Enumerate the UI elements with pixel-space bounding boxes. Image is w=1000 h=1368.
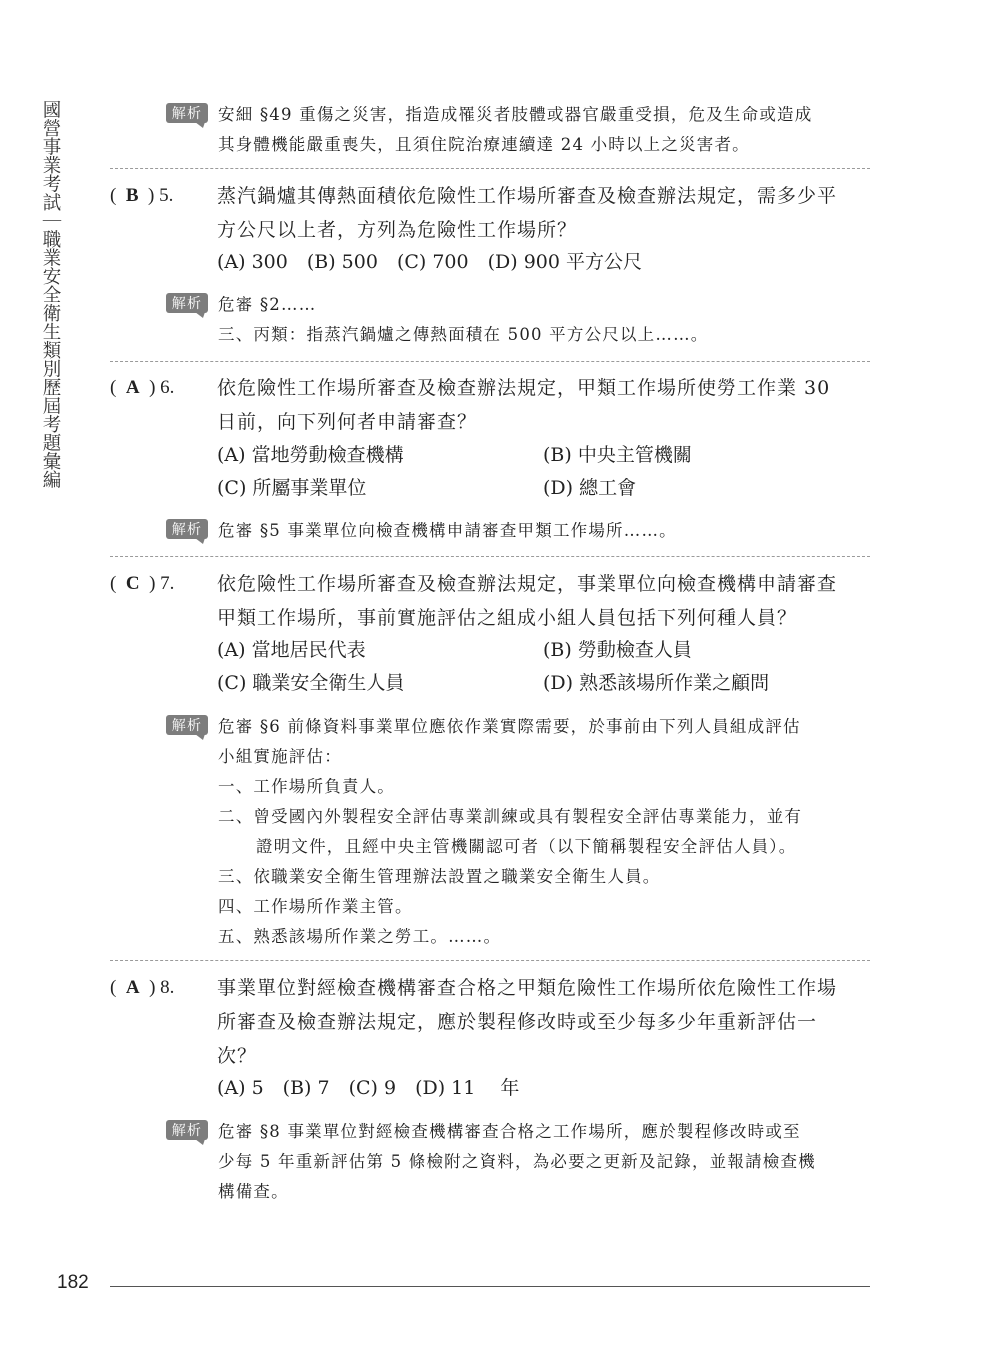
sidebar-book-title: 國營事業考試｜職業安全衛生類別歷屆考題彙編 [40, 100, 61, 489]
question-stem-line: 依危險性工作場所審查及檢查辦法規定，甲類工作場所使勞工作業 30 [217, 377, 831, 399]
question-stem-line: 蒸汽鍋爐其傳熱面積依危險性工作場所審查及檢查辦法規定，需多少平 [217, 185, 838, 207]
explanation-badge-icon [165, 518, 209, 544]
explanation-line: 三、丙類：指蒸汽鍋爐之傳熱面積在 500 平方公尺以上……。 [218, 325, 709, 344]
option-a: (A) 當地勞動檢查機構 [217, 444, 404, 466]
separator [110, 556, 870, 557]
question-stem-line: 次？ [217, 1045, 258, 1067]
badge-label: 解析 [171, 718, 203, 734]
explanation-badge-icon [165, 292, 209, 318]
question-number: 8. [160, 977, 175, 998]
explanation-item: 一、工作場所負責人。 [218, 777, 395, 796]
explanation-item: 四、工作場所作業主管。 [218, 897, 413, 916]
question-options: (A) 5 (B) 7 (C) 9 (D) 11 年 [217, 1077, 520, 1099]
badge-label: 解析 [171, 106, 203, 122]
separator [110, 168, 870, 169]
answer-label: ( B ) 5. [110, 185, 174, 206]
explanation-badge-icon [165, 1119, 209, 1145]
option-b: (B) 勞動檢查人員 [543, 639, 692, 661]
explanation-badge-icon [165, 714, 209, 740]
answer-letter: A [125, 977, 140, 998]
option-c: (C) 所屬事業單位 [217, 477, 367, 499]
question-stem-line: 事業單位對經檢查機構審查合格之甲類危險性工作場所依危險性工作場 [217, 977, 838, 999]
footer-rule [110, 1286, 870, 1287]
question-number: 6. [160, 377, 175, 398]
question-stem-line: 甲類工作場所，事前實施評估之組成小組人員包括下列何種人員？ [217, 607, 798, 629]
answer-label: ( A ) 6. [110, 377, 175, 398]
question-stem-line: 日前，向下列何者申請審查？ [217, 411, 478, 433]
question-stem-line: 所審查及檢查辦法規定，應於製程修改時或至少每多少年重新評估一 [217, 1011, 818, 1033]
answer-label: ( A ) 8. [110, 977, 175, 998]
explanation-line: 小組實施評估： [218, 747, 342, 766]
badge-label: 解析 [171, 296, 203, 312]
answer-label: ( C ) 7. [110, 573, 175, 594]
answer-letter: A [125, 377, 140, 398]
page-number: 182 [57, 1272, 89, 1293]
question-options: (A) 300 (B) 500 (C) 700 (D) 900 平方公尺 [217, 251, 643, 273]
explanation-line: 危審 §5 事業單位向檢查機構申請審查甲類工作場所……。 [218, 521, 677, 540]
answer-letter: C [125, 573, 140, 594]
question-number: 5. [159, 185, 174, 206]
question-stem-line: 依危險性工作場所審查及檢查辦法規定，事業單位向檢查機構申請審查 [217, 573, 838, 595]
explanation-item: 五、熟悉該場所作業之勞工。……。 [218, 927, 502, 946]
option-a: (A) 當地居民代表 [217, 639, 366, 661]
explanation-line: 危審 §2…… [218, 295, 317, 314]
option-d: (D) 熟悉該場所作業之顧問 [543, 672, 770, 694]
answer-letter: B [125, 185, 139, 206]
explanation-line: 少每 5 年重新評估第 5 條檢附之資料，為必要之更新及記錄，並報請檢查機 [218, 1152, 816, 1171]
explanation-item: 二、曾受國內外製程安全評估專業訓練或具有製程安全評估專業能力，並有 [218, 807, 803, 826]
explanation-badge-icon [165, 102, 209, 128]
explanation-item: 三、依職業安全衛生管理辦法設置之職業安全衛生人員。 [218, 867, 661, 886]
option-d: (D) 總工會 [543, 477, 637, 499]
badge-label: 解析 [171, 1123, 203, 1139]
explanation-line: 危審 §8 事業單位對經檢查機構審查合格之工作場所，應於製程修改時或至 [218, 1122, 801, 1141]
explanation-item-continued: 證明文件，且經中央主管機關認可者（以下簡稱製程安全評估人員）。 [256, 837, 797, 856]
separator [110, 960, 870, 961]
badge-label: 解析 [171, 522, 203, 538]
separator [110, 361, 870, 362]
option-c: (C) 職業安全衛生人員 [217, 672, 405, 694]
question-number: 7. [160, 573, 175, 594]
explanation-line: 其身體機能嚴重喪失，且須住院治療連續達 24 小時以上之災害者。 [218, 135, 750, 154]
question-stem-line: 方公尺以上者，方列為危險性工作場所？ [217, 219, 578, 241]
option-b: (B) 中央主管機關 [543, 444, 692, 466]
explanation-line: 危審 §6 前條資料事業單位應依作業實際需要，於事前由下列人員組成評估 [218, 717, 801, 736]
explanation-line: 構備查。 [218, 1182, 289, 1201]
explanation-line: 安細 §49 重傷之災害，指造成罹災者肢體或器官嚴重受損，危及生命或造成 [218, 105, 813, 124]
